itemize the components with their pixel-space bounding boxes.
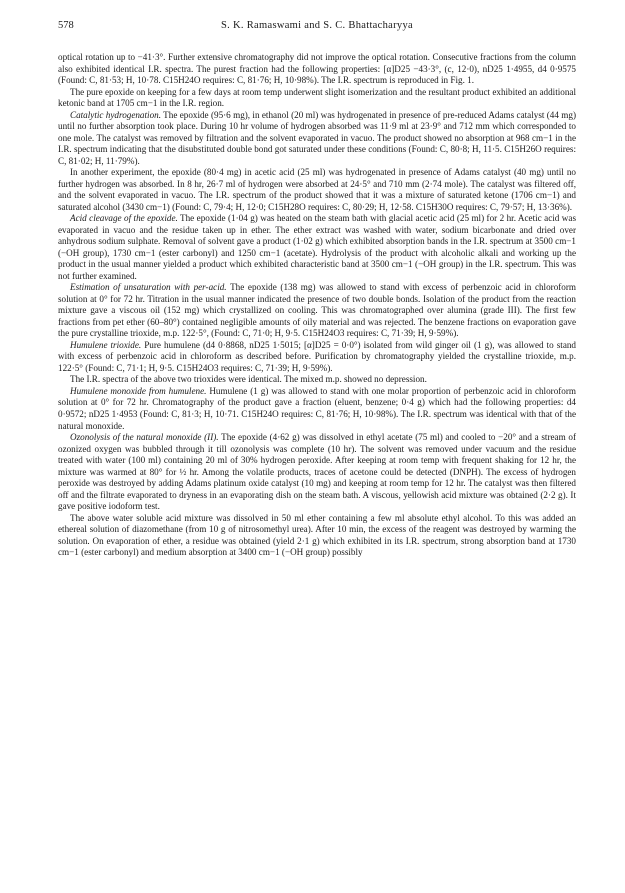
paragraph [58,432,576,513]
paragraph-heading: Humulene trioxide. [70,339,142,350]
paragraph [58,52,576,87]
running-title: S. K. Ramaswami and S. C. Bhattacharyya [221,20,413,31]
paragraph-heading: Ozonolysis of the natural monoxide (II). [70,432,219,443]
paragraph-text: The above water soluble acid mixture was dissolved in 50 ml ether containing a few ml absolute ethyl alcohol. To this was added an ethereal solution of diazomethane (from 10 g of nitrosomethyl urea). After 10 min, the excess of the reagent was destroyed by warming the solution. On evaporation of ether, a residue was obtained (yield 2·1 g) which exhibited in its I.R. spectrum, strong absorption band at 1730 cm−1 (ester carbonyl) and medium absorption at 3400 cm−1 (−OH group) possibly [58,512,576,558]
paragraph-heading: Catalytic hydrogenation. [70,109,161,120]
paragraph [58,87,576,110]
paragraph-text: The epoxide (138 mg) was allowed to stand with excess of perbenzoic acid in chloroform solution at 0° for 72 hr. Titration in the usual manner indicated the presence of two double bonds. Isolation of the product from the reaction mixture gave a viscous oil (152 mg) which crystallized on cooling. This was chromatographed over alumina (grade III). The first few fractions from pet ether (60–80°) contained negligible amounts of oily material and was rejected. The benzene fractions on evaporation gave the pure crystalline trioxide, m.p. 122·5°, (Found: C, 71·0; H, 9·5. C15H24O3 requires: C, 71·39; H, 9·59%). [58,282,576,339]
paragraph [58,374,576,386]
paragraph-text: Humulene (1 g) was allowed to stand with one molar proportion of perbenzoic acid in chloroform solution at 0° for 72 hr. Chromatography of the product gave a fraction (eluent, benzene; 0·4 g) which had the following properties: d4 0·9572; nD25 1·4953 (Found: C, 81·3; H, 10·71. C15H24O requires: C, 81·76; H, 10·98%). The I.R. spectrum was identical with that of the natural monoxide. [58,385,576,431]
paragraph [58,110,576,168]
paragraph [58,386,576,432]
paragraph-heading: Acid cleavage of the epoxide. [70,213,178,224]
paragraph [58,213,576,282]
paragraph [58,167,576,213]
journal-page [58,20,576,559]
article-body [58,52,576,559]
paragraph [58,513,576,559]
paragraph-heading: Estimation of unsaturation with per-acid. [70,282,227,293]
paragraph-heading: Humulene monoxide from humulene. [70,385,207,396]
paragraph-text: The I.R. spectra of the above two trioxides were identical. The mixed m.p. showed no depression. [70,374,427,385]
paragraph [58,340,576,375]
paragraph-text: The epoxide (95·6 mg), in ethanol (20 ml) was hydrogenated in presence of pre-reduced Adams catalyst (44 mg) until no further absorption took place. During 10 hr volume of hydrogen absorbed was 11·9 ml at 23·9° and 712 mm which corresponded to one mole. The catalyst was removed by filtration and the solvent evaporated in vacuo. The product showed no absorption at 968 cm−1 in the I.R. spectrum indicating that the disubstituted double bond got saturated under these conditions (Found: C, 80·8; H, 11·5. C15H26O requires: C, 81·02; H, 11·79%). [58,109,576,166]
paragraph-text: The epoxide (1·04 g) was heated on the steam bath with glacial acetic acid (25 ml) for 2 hr. Acetic acid was evaporated in vacuo and the residue taken up in ether. The ether extract was washed with water, sodium bicarbonate and dried over anhydrous sodium sulphate. Removal of solvent gave a product (1·02 g) which exhibited absorption bands in the I.R. spectrum at 3500 cm−1 (−OH group), 1730 cm−1 (ester carbonyl) and 1250 cm−1 (acetate). Hydrolysis of the product with alcoholic alkali and working up the product in the usual manner yielded a product which exhibited characteristic band at 3500 cm−1 (−OH group) in the I.R. spectrum. This was not further examined. [58,213,576,281]
paragraph-text: optical rotation up to −41·3°. Further extensive chromatography did not improve the optical rotation. Consecutive fractions from the column also exhibited identical I.R. spectra. The purest fraction had the following properties: [α]D25 −43·3°, (c, 12·0), nD25 1·4955, d4 0·9575 (Found: C, 81·53; H, 10·78. C15H24O requires: C, 81·76; H, 10·98%). The I.R. spectrum is reproduced in Fig. 1. [58,52,576,86]
paragraph-text: The pure epoxide on keeping for a few days at room temp underwent slight isomerization and the resultant product exhibited an additional ketonic band at 1705 cm−1 in the I.R. region. [58,86,576,109]
paragraph-text: The epoxide (4·62 g) was dissolved in ethyl acetate (75 ml) and cooled to −20° and a stream of ozonized oxygen was bubbled through it till ozonolysis was complete (10 hr). The solvent was removed under vacuum and the residue treated with water (100 ml) containing 20 ml of 30% hydrogen peroxide. After keeping at room temp with frequent shaking for 12 hr, the mixture was warmed at 80° for ½ hr. Among the volatile products, traces of acetone could be detected (DNPH). The excess of hydrogen peroxide was destroyed by adding Adams platinum oxide catalyst (10 mg) and keeping at room temp for 12 hr. The catalyst was then filtered off and the filtrate evaporated to dryness in an evaporating dish on the steam bath. A viscous, yellowish acid mixture was obtained (2·2 g). It gave positive iodoform test. [58,432,576,512]
paragraph [58,282,576,340]
page-number: 578 [58,20,74,31]
paragraph-text: In another experiment, the epoxide (80·4 mg) in acetic acid (25 ml) was hydrogenated in presence of Adams catalyst (40 mg) until no further hydrogen was absorbed. In 8 hr, 26·7 ml of hydrogen were absorbed at 24·5° and 710 mm (2·74 mole). The catalyst was filtered off, and the solvent evaporated in vacuo. The I.R. spectrum of the product showed that it was a mixture of saturated ketone (1706 cm−1) and saturated alcohol (3430 cm−1) (Found: C, 79·4; H, 12·0; C15H28O requires: C, 80·29; H, 12·58. C15H30O requires: C, 79·57; H, 13·36%). [58,167,576,212]
page-header [58,20,576,38]
paragraph-text: Pure humulene (d4 0·8868, nD25 1·5015; [α]D25 = 0·0°) isolated from wild ginger oil (1 g), was allowed to stand with excess of perbenzoic acid in chloroform as described before. Purification by chromatography yielded the crystalline trioxide, m.p. 122·5° (Found: C, 71·1; H, 9·5. C15H24O3 requires: C, 71·39; H, 9·59%). [58,339,576,373]
